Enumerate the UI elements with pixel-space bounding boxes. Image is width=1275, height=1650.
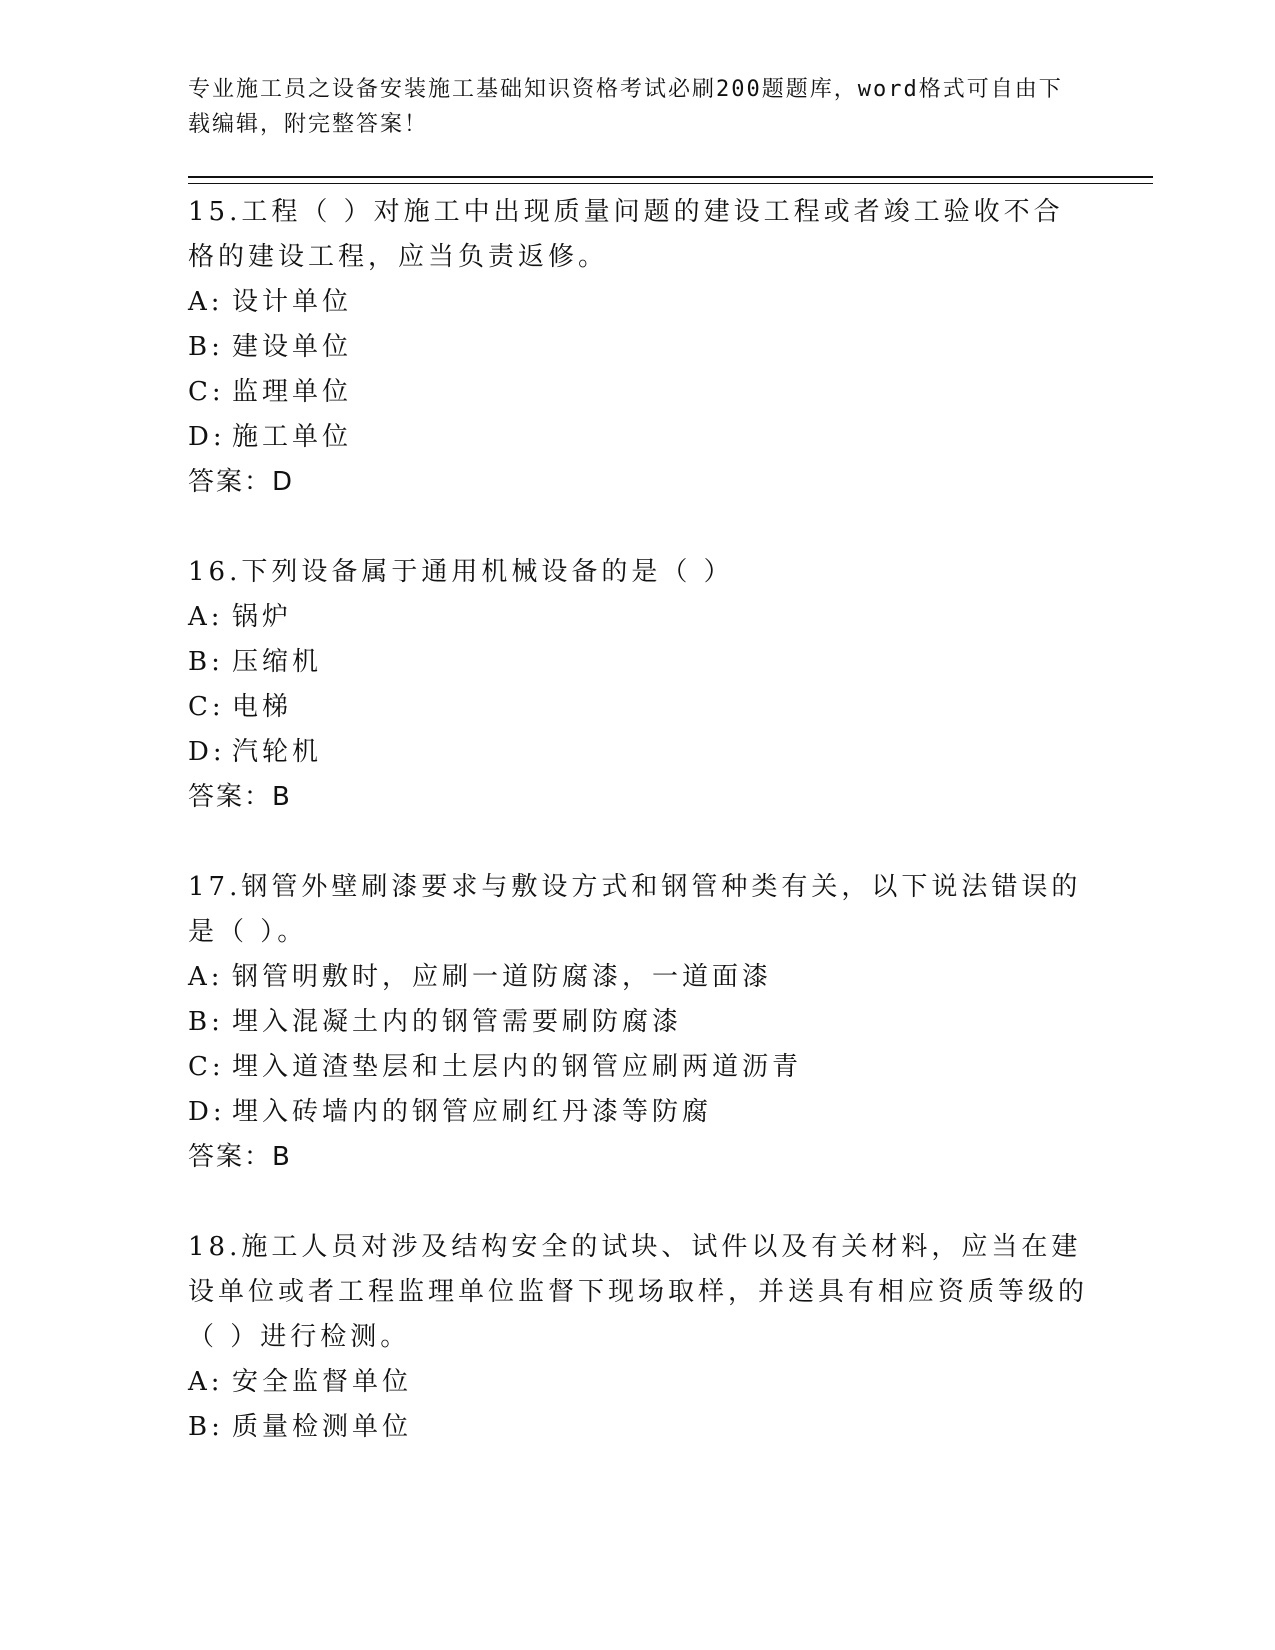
option-letter: D: bbox=[188, 737, 226, 767]
option-text: 钢管明敷时，应刷一道防腐漆，一道面漆 bbox=[232, 962, 773, 992]
option-letter: A: bbox=[188, 962, 224, 992]
option-c bbox=[188, 1045, 1088, 1090]
option-text: 设计单位 bbox=[232, 287, 353, 317]
option-text: 压缩机 bbox=[232, 647, 323, 677]
option-b bbox=[188, 325, 1088, 370]
question-text: 18.施工人员对涉及结构安全的试块、试件以及有关材料，应当在建设单位或者工程监理单位监督下现场取样，并送具有相应资质等级的（ ）进行检测。 bbox=[188, 1232, 1089, 1352]
header-divider-thick bbox=[188, 176, 1153, 178]
option-letter: B: bbox=[188, 332, 224, 362]
option-text: 埋入砖墙内的钢管应刷红丹漆等防腐 bbox=[232, 1097, 713, 1127]
option-letter: A: bbox=[188, 602, 224, 632]
answer-line: 答案：D bbox=[188, 467, 295, 497]
question-text: 17.钢管外壁刷漆要求与敷设方式和钢管种类有关，以下说法错误的是（ ）。 bbox=[188, 872, 1082, 947]
option-text: 监理单位 bbox=[232, 377, 353, 407]
option-text: 电梯 bbox=[232, 692, 293, 722]
question-list bbox=[188, 190, 1088, 1495]
option-a bbox=[188, 280, 1088, 325]
question-17 bbox=[188, 865, 1088, 1180]
option-text: 锅炉 bbox=[232, 602, 293, 632]
option-c bbox=[188, 685, 1088, 730]
option-d bbox=[188, 730, 1088, 775]
option-letter: C: bbox=[188, 377, 225, 407]
option-letter: B: bbox=[188, 1412, 224, 1442]
option-a bbox=[188, 595, 1088, 640]
option-text: 施工单位 bbox=[232, 422, 353, 452]
header-divider-thin bbox=[188, 183, 1153, 184]
question-text: 15.工程（ ）对施工中出现质量问题的建设工程或者竣工验收不合格的建设工程，应当负责返修。 bbox=[188, 197, 1064, 272]
option-d bbox=[188, 415, 1088, 460]
option-text: 质量检测单位 bbox=[232, 1412, 413, 1442]
question-text: 16.下列设备属于通用机械设备的是（ ） bbox=[188, 557, 734, 587]
option-b bbox=[188, 1405, 1088, 1450]
option-c bbox=[188, 370, 1088, 415]
option-letter: C: bbox=[188, 1052, 225, 1082]
option-letter: C: bbox=[188, 692, 225, 722]
option-b bbox=[188, 1000, 1088, 1045]
option-letter: B: bbox=[188, 647, 224, 677]
option-text: 汽轮机 bbox=[232, 737, 323, 767]
option-a bbox=[188, 955, 1088, 1000]
answer-line: 答案：B bbox=[188, 1142, 292, 1172]
option-b bbox=[188, 640, 1088, 685]
question-15 bbox=[188, 190, 1088, 505]
option-letter: A: bbox=[188, 287, 224, 317]
option-letter: D: bbox=[188, 422, 226, 452]
answer-line: 答案：B bbox=[188, 782, 292, 812]
option-letter: D: bbox=[188, 1097, 226, 1127]
option-text: 建设单位 bbox=[232, 332, 353, 362]
question-18 bbox=[188, 1225, 1088, 1450]
option-letter: A: bbox=[188, 1367, 224, 1397]
option-text: 埋入混凝土内的钢管需要刷防腐漆 bbox=[232, 1007, 683, 1037]
option-letter: B: bbox=[188, 1007, 224, 1037]
option-a bbox=[188, 1360, 1088, 1405]
option-text: 安全监督单位 bbox=[232, 1367, 413, 1397]
option-text: 埋入道渣垫层和土层内的钢管应刷两道沥青 bbox=[232, 1052, 803, 1082]
question-16 bbox=[188, 550, 1088, 820]
option-d bbox=[188, 1090, 1088, 1135]
document-header: 专业施工员之设备安装施工基础知识资格考试必刷200题题库，word格式可自由下载编辑，附完整答案！ bbox=[188, 77, 1063, 137]
